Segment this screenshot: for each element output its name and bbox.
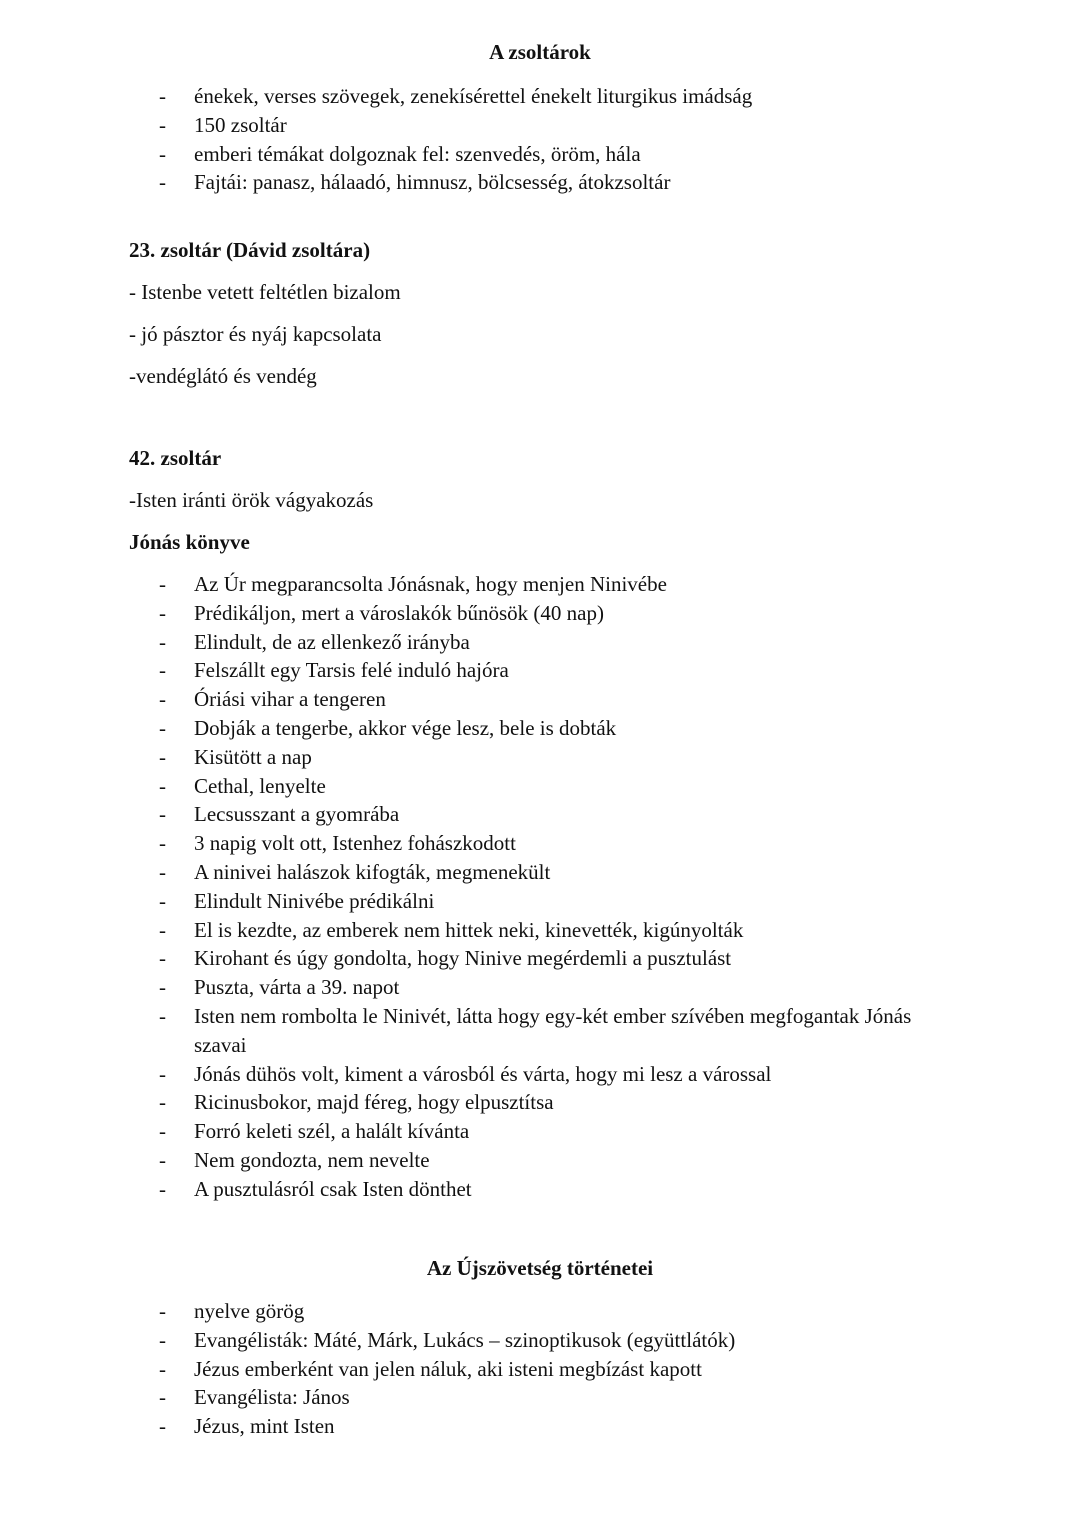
list-item: - Cethal, lenyelte: [0, 772, 954, 801]
list-item: - énekek, verses szövegek, zenekísérettel énekelt liturgikus imádság: [0, 82, 954, 111]
list-item: - nyelve görög: [0, 1297, 954, 1326]
list-item: - Nem gondozta, nem nevelte: [0, 1146, 954, 1175]
heading-jonah: Jónás könyve: [129, 530, 250, 554]
jonah-list: [0, 570, 1080, 1204]
psalms-list: [0, 82, 1080, 197]
list-item: - Az Úr megparancsolta Jónásnak, hogy menjen Ninivébe: [0, 570, 954, 599]
list-item: - emberi témákat dolgoznak fel: szenvedés, öröm, hála: [0, 140, 954, 169]
list-item: - Elindult Ninivébe prédikálni: [0, 887, 954, 916]
psalm-23-line: - jó pásztor és nyáj kapcsolata: [129, 322, 382, 346]
list-item: - El is kezdte, az emberek nem hittek neki, kinevették, kigúnyolták: [0, 916, 954, 945]
list-item: - Óriási vihar a tengeren: [0, 685, 954, 714]
list-item: - Isten nem rombolta le Ninivét, látta hogy egy-két ember szívében megfogantak Jónás szavai: [0, 1002, 954, 1060]
heading-psalm-23: 23. zsoltár (Dávid zsoltára): [129, 238, 371, 262]
list-item: - Fajtái: panasz, hálaadó, himnusz, bölcsesség, átokzsoltár: [0, 168, 954, 197]
list-item: - Puszta, várta a 39. napot: [0, 973, 954, 1002]
list-item: - Kirohant és úgy gondolta, hogy Ninive megérdemli a pusztulást: [0, 944, 954, 973]
list-item: - Jónás dühös volt, kiment a városból és várta, hogy mi lesz a várossal: [0, 1060, 954, 1089]
list-item: - A pusztulásról csak Isten dönthet: [0, 1175, 954, 1204]
list-item: - Prédikáljon, mert a városlakók bűnösök (40 nap): [0, 599, 954, 628]
section-title-new-testament: Az Újszövetség történetei: [426, 1256, 654, 1280]
list-item: - Evangélista: János: [0, 1383, 954, 1412]
psalm-23-line: - Istenbe vetett feltétlen bizalom: [129, 280, 401, 304]
list-item: - Kisütött a nap: [0, 743, 954, 772]
list-item: - Dobják a tengerbe, akkor vége lesz, bele is dobták: [0, 714, 954, 743]
list-item: - A ninivei halászok kifogták, megmenekült: [0, 858, 954, 887]
section-title-psalms: A zsoltárok: [489, 40, 591, 64]
heading-psalm-42: 42. zsoltár: [129, 446, 222, 470]
list-item: - Elindult, de az ellenkező irányba: [0, 628, 954, 657]
list-item: - 150 zsoltár: [0, 111, 954, 140]
psalm-23-line: -vendéglátó és vendég: [129, 364, 317, 388]
new-testament-list: [0, 1297, 1080, 1441]
list-item: - Lecsusszant a gyomrába: [0, 800, 954, 829]
psalm-42-line: -Isten iránti örök vágyakozás: [129, 488, 374, 512]
list-item: - 3 napig volt ott, Istenhez fohászkodott: [0, 829, 954, 858]
list-item: - Ricinusbokor, majd féreg, hogy elpusztítsa: [0, 1088, 954, 1117]
list-item: - Jézus, mint Isten: [0, 1412, 954, 1441]
list-item: - Jézus emberként van jelen náluk, aki isteni megbízást kapott: [0, 1355, 954, 1384]
list-item: - Forró keleti szél, a halált kívánta: [0, 1117, 954, 1146]
list-item: - Felszállt egy Tarsis felé induló hajóra: [0, 656, 954, 685]
list-item: - Evangélisták: Máté, Márk, Lukács – szinoptikusok (együttlátók): [0, 1326, 954, 1355]
